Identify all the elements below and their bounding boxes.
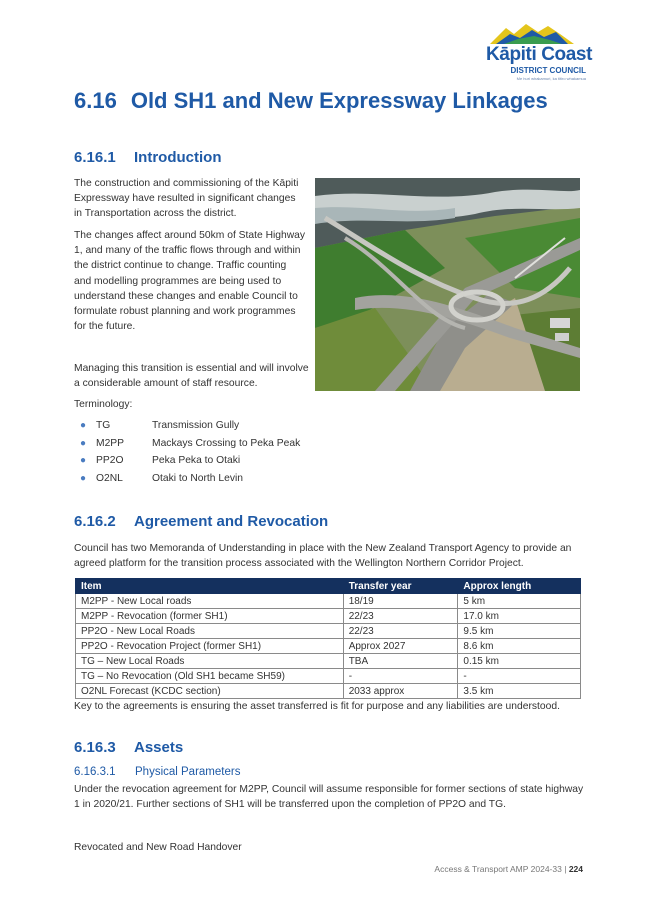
table-cell: PP2O - Revocation Project (former SH1): [76, 639, 344, 654]
table-cell: 18/19: [343, 594, 458, 609]
terminology-label: Terminology:: [74, 399, 133, 410]
table-row: [76, 654, 581, 669]
physical-parameters-number: 6.16.3.1: [74, 766, 116, 778]
logo-tagline: Me huri whakamuri, ka titiro whakamua: [516, 76, 586, 81]
table-cell: 22/23: [343, 624, 458, 639]
section-number: 6.16: [74, 88, 117, 113]
term-full: Otaki to North Levin: [152, 473, 243, 485]
intro-paragraph-3: Managing this transition is essential and will involve a considerable amount of staff resource.: [74, 363, 309, 390]
bullet-icon: ●: [80, 455, 87, 467]
table-cell: TG – New Local Roads: [76, 654, 344, 669]
table-row: [76, 594, 581, 609]
table-cell: 3.5 km: [458, 684, 581, 699]
bullet-icon: ●: [80, 420, 87, 431]
table-row: [76, 684, 581, 699]
term-abbr: PP2O: [96, 455, 124, 467]
agreement-title: Agreement and Revocation: [134, 513, 329, 530]
table-cell: PP2O - New Local Roads: [76, 624, 344, 639]
assets-heading: [74, 739, 183, 756]
column-header-item: Item: [76, 579, 344, 594]
table-cell: 0.15 km: [458, 654, 581, 669]
table-cell: O2NL Forecast (KCDC section): [76, 684, 344, 699]
table-cell: TBA: [343, 654, 458, 669]
physical-parameters-title: Physical Parameters: [135, 766, 241, 778]
intro-paragraph-1: The construction and commissioning of the Kāpiti Expressway have resulted in significant changes in Transportation across the district.: [74, 178, 299, 220]
agreement-heading: [74, 513, 328, 530]
section-title: [74, 88, 548, 114]
hills-logo-icon: [490, 22, 574, 44]
assets-number: 6.16.3: [74, 739, 116, 756]
term-full: Peka Peka to Otaki: [152, 455, 241, 467]
intro-heading: [74, 149, 221, 166]
intro-title: Introduction: [134, 149, 222, 166]
page-number: 224: [568, 864, 583, 874]
assets-paragraph: Under the revocation agreement for M2PP, Council will assume responsible for former sections of state highway 1 in 2020/21. Further sections of SH1 will be transferred upon the completion of PP2O and TG.: [74, 784, 584, 811]
table-header-row: [76, 579, 581, 594]
handover-caption: Revocated and New Road Handover: [74, 842, 242, 853]
table-cell: -: [458, 669, 581, 684]
agreement-note: Key to the agreements is ensuring the asset transferred is fit for purpose and any liabilities are understood.: [74, 701, 560, 712]
term-abbr: TG: [96, 420, 111, 431]
term-abbr: O2NL: [96, 473, 123, 485]
term-full: Mackays Crossing to Peka Peak: [152, 437, 301, 449]
table-cell: M2PP - Revocation (former SH1): [76, 609, 344, 624]
table-row: [76, 624, 581, 639]
table-cell: 2033 approx: [343, 684, 458, 699]
table-cell: TG – No Revocation (Old SH1 became SH59): [76, 669, 344, 684]
page-footer: [340, 864, 583, 874]
assets-title: Assets: [134, 739, 184, 756]
footer-document-title: Access & Transport AMP 2024-33: [434, 864, 562, 874]
table-cell: Approx 2027: [343, 639, 458, 654]
table-row: [76, 669, 581, 684]
table-cell: 5 km: [458, 594, 581, 609]
agreement-intro: Council has two Memoranda of Understanding in place with the New Zealand Transport Agency to provide an agreed platform for the transition process associated with the Wellington Northern Corridor Project.: [74, 543, 572, 570]
table-cell: 22/23: [343, 609, 458, 624]
table-row: [76, 609, 581, 624]
transfer-table: [75, 578, 581, 699]
expressway-interchange-image: [315, 178, 580, 391]
table-row: [76, 639, 581, 654]
section-title-text: Old SH1 and New Expressway Linkages: [130, 88, 548, 113]
footer-separator: |: [564, 864, 567, 874]
term-abbr: M2PP: [96, 437, 125, 449]
table-cell: 9.5 km: [458, 624, 581, 639]
bullet-icon: ●: [80, 473, 87, 485]
expressway-aerial-photo: [315, 178, 580, 391]
logo-name: Kāpiti Coast: [485, 44, 592, 65]
intro-paragraph-2: The changes affect around 50km of State Highway 1, and many of the traffic flows through and within the district continue to change. Traffic counting and modelling programmes are being used to understand these changes and enable Council to formulate robust planning and work programmes for the future.: [74, 230, 306, 333]
table-cell: 8.6 km: [458, 639, 581, 654]
agreement-number: 6.16.2: [74, 513, 116, 530]
physical-parameters-heading: [74, 766, 240, 778]
council-logo: [472, 22, 592, 82]
table-cell: 17.0 km: [458, 609, 581, 624]
intro-number: 6.16.1: [74, 149, 116, 166]
table-cell: -: [343, 669, 458, 684]
bullet-icon: ●: [80, 437, 87, 449]
term-full: Transmission Gully: [152, 420, 240, 431]
column-header-approx-length: Approx length: [458, 579, 581, 594]
column-header-transfer-year: Transfer year: [343, 579, 458, 594]
logo-subtitle: DISTRICT COUNCIL: [510, 66, 586, 75]
table-cell: M2PP - New Local roads: [76, 594, 344, 609]
